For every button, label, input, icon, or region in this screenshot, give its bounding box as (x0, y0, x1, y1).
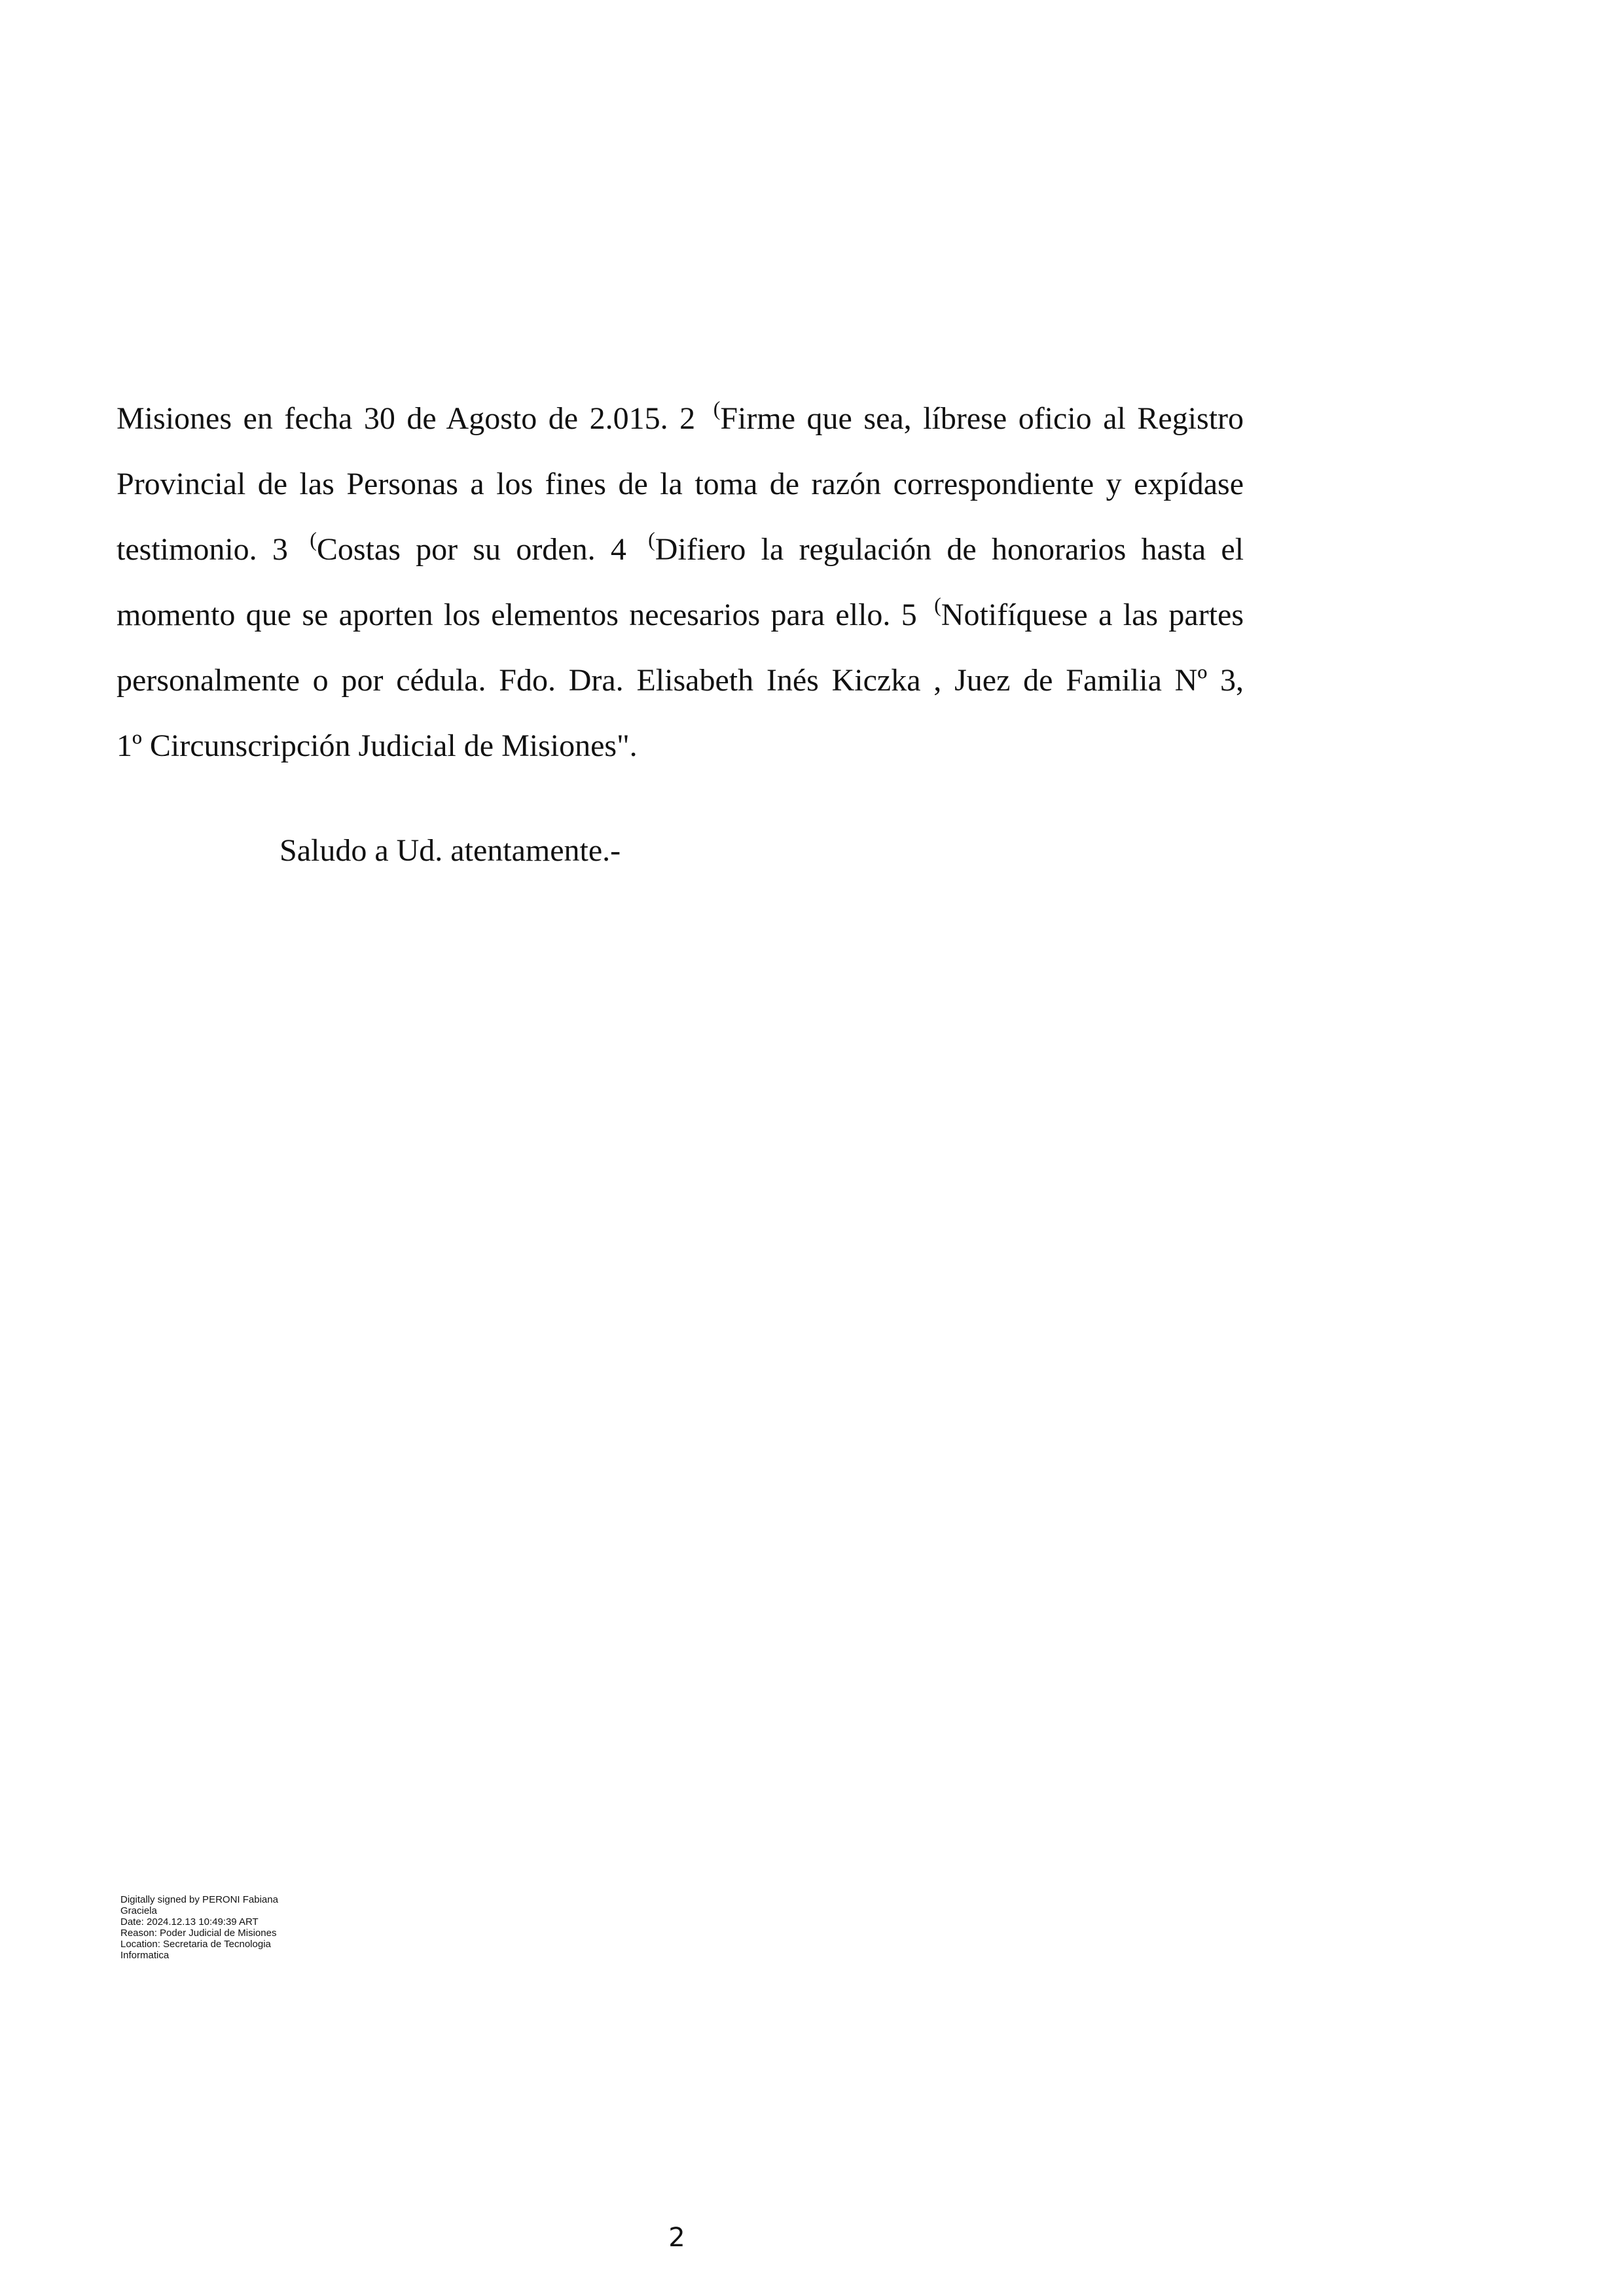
signature-line-2: Graciela (120, 1905, 157, 1916)
signature-reason: Reason: Poder Judicial de Misiones (120, 1928, 277, 1939)
bracket-mark: ( (310, 528, 317, 551)
paragraph-line-6: 1º Circunscripción Judicial de Misiones". (117, 728, 638, 763)
bracket-mark: ( (934, 593, 941, 617)
paragraph-line-3: testimonio. 3 (Costas por su orden. 4 (Difiero la regulación de honorarios hasta el (117, 528, 1244, 567)
body-paragraph (117, 386, 1244, 779)
digital-signature-block (120, 1894, 343, 1961)
paragraph-line-2: Provincial de las Personas a los fines de la toma de razón correspondiente y expídase (117, 467, 1244, 501)
page-number: 2 (668, 2223, 685, 2253)
paragraph-line-1: Misiones en fecha 30 de Agosto de 2.015. 2 (Firme que sea, líbrese oficio al Registro (117, 397, 1244, 436)
paragraph-line-4: momento que se aporten los elementos necesarios para ello. 5 (Notifíquese a las partes (117, 593, 1244, 632)
signature-location: Location: Secretaria de Tecnologia (120, 1939, 271, 1950)
closing-salutation: Saludo a Ud. atentamente.- (280, 833, 621, 868)
signature-line-1: Digitally signed by PERONI Fabiana (120, 1894, 278, 1905)
bracket-mark: ( (648, 528, 655, 551)
signature-line-6: Informatica (120, 1950, 170, 1961)
bracket-mark: ( (713, 397, 721, 420)
signature-date: Date: 2024.12.13 10:49:39 ART (120, 1916, 259, 1928)
paragraph-line-5: personalmente o por cédula. Fdo. Dra. Elisabeth Inés Kiczka , Juez de Familia Nº 3, (117, 663, 1244, 698)
